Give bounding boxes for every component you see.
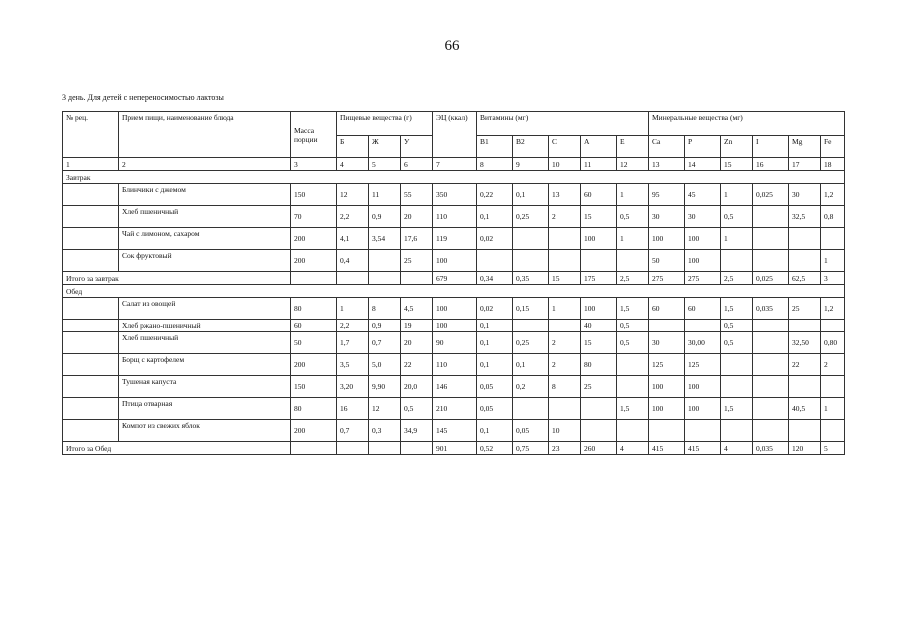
- dish-name: Хлеб пшеничный: [119, 332, 291, 354]
- column-number: 11: [581, 158, 617, 171]
- value-cell: 34,9: [401, 420, 433, 442]
- value-cell: [581, 398, 617, 420]
- value-cell: 22: [401, 354, 433, 376]
- column-number: 9: [513, 158, 549, 171]
- value-cell: 0,1: [477, 420, 513, 442]
- column-number: 16: [753, 158, 789, 171]
- total-value-cell: 4: [721, 442, 753, 455]
- value-cell: [753, 206, 789, 228]
- total-value-cell: 901: [433, 442, 477, 455]
- value-cell: 200: [291, 420, 337, 442]
- dish-name: Борщ с картофелем: [119, 354, 291, 376]
- value-cell: [617, 250, 649, 272]
- value-cell: 1: [617, 228, 649, 250]
- header-vitamins: Витамины (мг): [477, 112, 649, 136]
- column-number: 3: [291, 158, 337, 171]
- total-value-cell: [291, 442, 337, 455]
- column-number: 15: [721, 158, 753, 171]
- value-cell: 12: [337, 184, 369, 206]
- table-row: [63, 228, 845, 250]
- column-number: 13: [649, 158, 685, 171]
- value-cell: 4,1: [337, 228, 369, 250]
- value-cell: 50: [649, 250, 685, 272]
- header-a: A: [581, 136, 617, 158]
- value-cell: 150: [291, 184, 337, 206]
- column-number: 7: [433, 158, 477, 171]
- total-value-cell: 0,34: [477, 272, 513, 285]
- value-cell: 0,025: [753, 184, 789, 206]
- total-value-cell: [401, 272, 433, 285]
- header-zn: Zn: [721, 136, 753, 158]
- value-cell: 60: [685, 298, 721, 320]
- value-cell: 1,7: [337, 332, 369, 354]
- value-cell: 1,5: [617, 298, 649, 320]
- value-cell: 0,035: [753, 298, 789, 320]
- column-number: 4: [337, 158, 369, 171]
- value-cell: [789, 250, 821, 272]
- section-title: Завтрак: [63, 171, 845, 184]
- header-mg: Mg: [789, 136, 821, 158]
- value-cell: 110: [433, 206, 477, 228]
- column-number: 14: [685, 158, 721, 171]
- table-row: [63, 332, 845, 354]
- value-cell: [649, 420, 685, 442]
- value-cell: 100: [685, 250, 721, 272]
- recipe-number-cell: [63, 376, 119, 398]
- value-cell: [721, 420, 753, 442]
- dish-name: Тушеная капуста: [119, 376, 291, 398]
- total-value-cell: 260: [581, 442, 617, 455]
- value-cell: 0,02: [477, 228, 513, 250]
- value-cell: 0,25: [513, 332, 549, 354]
- total-row: [63, 272, 845, 285]
- total-value-cell: 62,5: [789, 272, 821, 285]
- value-cell: [821, 420, 845, 442]
- value-cell: 1: [617, 184, 649, 206]
- total-value-cell: 120: [789, 442, 821, 455]
- total-value-cell: 0,025: [753, 272, 789, 285]
- header-meal-name: Прием пищи, наименование блюда: [119, 112, 291, 158]
- value-cell: 1: [549, 298, 581, 320]
- value-cell: 1,5: [721, 398, 753, 420]
- table-row: [63, 320, 845, 332]
- value-cell: 4,5: [401, 298, 433, 320]
- column-number: 5: [369, 158, 401, 171]
- value-cell: 0,5: [401, 398, 433, 420]
- recipe-number-cell: [63, 184, 119, 206]
- value-cell: 100: [433, 320, 477, 332]
- value-cell: 30: [685, 206, 721, 228]
- total-value-cell: [291, 272, 337, 285]
- value-cell: [753, 228, 789, 250]
- column-number: 6: [401, 158, 433, 171]
- value-cell: 1: [821, 250, 845, 272]
- value-cell: 145: [433, 420, 477, 442]
- value-cell: 0,15: [513, 298, 549, 320]
- value-cell: [581, 250, 617, 272]
- total-value-cell: 0,35: [513, 272, 549, 285]
- value-cell: 20: [401, 332, 433, 354]
- value-cell: 125: [685, 354, 721, 376]
- total-label: Итого за завтрак: [63, 272, 291, 285]
- total-label: Итого за Обед: [63, 442, 291, 455]
- value-cell: [549, 228, 581, 250]
- value-cell: [753, 250, 789, 272]
- total-value-cell: 0,52: [477, 442, 513, 455]
- value-cell: 100: [685, 376, 721, 398]
- value-cell: 100: [649, 228, 685, 250]
- value-cell: 100: [649, 398, 685, 420]
- value-cell: 20: [401, 206, 433, 228]
- value-cell: 8: [549, 376, 581, 398]
- value-cell: 110: [433, 354, 477, 376]
- value-cell: [649, 320, 685, 332]
- value-cell: [513, 320, 549, 332]
- total-value-cell: 0,75: [513, 442, 549, 455]
- recipe-number-cell: [63, 332, 119, 354]
- table-row: [63, 250, 845, 272]
- value-cell: [617, 376, 649, 398]
- dish-name: Хлеб пшеничный: [119, 206, 291, 228]
- value-cell: [721, 250, 753, 272]
- value-cell: 0,1: [513, 184, 549, 206]
- header-carbs: У: [401, 136, 433, 158]
- value-cell: [789, 320, 821, 332]
- value-cell: 30: [789, 184, 821, 206]
- section-title-row: [63, 285, 845, 298]
- recipe-number-cell: [63, 420, 119, 442]
- value-cell: 0,1: [513, 354, 549, 376]
- value-cell: 17,6: [401, 228, 433, 250]
- value-cell: 11: [369, 184, 401, 206]
- value-cell: [477, 250, 513, 272]
- total-value-cell: 0,035: [753, 442, 789, 455]
- value-cell: 100: [685, 228, 721, 250]
- recipe-number-cell: [63, 398, 119, 420]
- value-cell: 25: [581, 376, 617, 398]
- dish-name: Хлеб ржано-пшеничный: [119, 320, 291, 332]
- value-cell: 3,20: [337, 376, 369, 398]
- value-cell: 80: [291, 398, 337, 420]
- value-cell: 60: [649, 298, 685, 320]
- value-cell: 70: [291, 206, 337, 228]
- value-cell: 32,50: [789, 332, 821, 354]
- value-cell: [685, 320, 721, 332]
- column-number: 18: [821, 158, 845, 171]
- value-cell: 0,05: [513, 420, 549, 442]
- value-cell: [753, 332, 789, 354]
- table-caption: 3 день. Для детей с непереносимостью лактозы: [62, 93, 224, 102]
- value-cell: 210: [433, 398, 477, 420]
- value-cell: 60: [581, 184, 617, 206]
- value-cell: 200: [291, 250, 337, 272]
- value-cell: [789, 420, 821, 442]
- nutrition-table: [62, 111, 845, 455]
- header-recipe-number: № рец.: [63, 112, 119, 158]
- recipe-number-cell: [63, 206, 119, 228]
- value-cell: [753, 320, 789, 332]
- breakfast-section: [63, 171, 845, 285]
- value-cell: 60: [291, 320, 337, 332]
- value-cell: 30: [649, 206, 685, 228]
- total-value-cell: [337, 442, 369, 455]
- value-cell: [789, 228, 821, 250]
- value-cell: [513, 398, 549, 420]
- total-value-cell: [369, 272, 401, 285]
- value-cell: 1: [721, 228, 753, 250]
- value-cell: [549, 250, 581, 272]
- total-value-cell: 23: [549, 442, 581, 455]
- value-cell: 100: [685, 398, 721, 420]
- value-cell: 1,5: [617, 398, 649, 420]
- value-cell: 0,5: [617, 206, 649, 228]
- value-cell: 119: [433, 228, 477, 250]
- value-cell: 0,05: [477, 398, 513, 420]
- header-fat: Ж: [369, 136, 401, 158]
- value-cell: [617, 354, 649, 376]
- value-cell: [753, 398, 789, 420]
- value-cell: 80: [291, 298, 337, 320]
- total-value-cell: 679: [433, 272, 477, 285]
- table-row: [63, 376, 845, 398]
- value-cell: 50: [291, 332, 337, 354]
- value-cell: 1,2: [821, 184, 845, 206]
- value-cell: 0,1: [477, 354, 513, 376]
- total-value-cell: 5: [821, 442, 845, 455]
- dish-name: Сок фруктовый: [119, 250, 291, 272]
- value-cell: 1,2: [821, 298, 845, 320]
- value-cell: 15: [581, 206, 617, 228]
- value-cell: 0,1: [477, 332, 513, 354]
- header-portion-mass: Масса порции: [291, 112, 337, 158]
- header-energy: ЭЦ (ккал): [433, 112, 477, 158]
- lunch-section: [63, 285, 845, 455]
- header-i: I: [753, 136, 789, 158]
- section-title: Обед: [63, 285, 845, 298]
- value-cell: 2,2: [337, 320, 369, 332]
- value-cell: 200: [291, 228, 337, 250]
- table-row: [63, 206, 845, 228]
- value-cell: 1: [337, 298, 369, 320]
- value-cell: 100: [433, 250, 477, 272]
- value-cell: 5,0: [369, 354, 401, 376]
- value-cell: 2: [549, 354, 581, 376]
- value-cell: 10: [549, 420, 581, 442]
- total-value-cell: 275: [649, 272, 685, 285]
- value-cell: 2: [549, 332, 581, 354]
- column-number-row: [63, 158, 845, 171]
- value-cell: 30: [649, 332, 685, 354]
- value-cell: 0,5: [721, 332, 753, 354]
- value-cell: 16: [337, 398, 369, 420]
- table-row: [63, 298, 845, 320]
- column-number: 8: [477, 158, 513, 171]
- value-cell: 350: [433, 184, 477, 206]
- value-cell: [685, 420, 721, 442]
- value-cell: 32,5: [789, 206, 821, 228]
- header-b1: B1: [477, 136, 513, 158]
- value-cell: 15: [581, 332, 617, 354]
- value-cell: [549, 320, 581, 332]
- value-cell: 100: [433, 298, 477, 320]
- total-value-cell: [337, 272, 369, 285]
- value-cell: 146: [433, 376, 477, 398]
- header-ca: Ca: [649, 136, 685, 158]
- dish-name: Птица отварная: [119, 398, 291, 420]
- value-cell: 0,1: [477, 320, 513, 332]
- value-cell: 0,5: [721, 320, 753, 332]
- total-value-cell: 415: [685, 442, 721, 455]
- value-cell: [821, 320, 845, 332]
- header-row-1: [63, 112, 845, 136]
- column-number: 2: [119, 158, 291, 171]
- value-cell: 25: [789, 298, 821, 320]
- value-cell: 1: [721, 184, 753, 206]
- total-value-cell: 4: [617, 442, 649, 455]
- dish-name: Компот из свежих яблок: [119, 420, 291, 442]
- total-value-cell: [369, 442, 401, 455]
- total-value-cell: 2,5: [721, 272, 753, 285]
- column-number: 10: [549, 158, 581, 171]
- dish-name: Чай с лимоном, сахаром: [119, 228, 291, 250]
- value-cell: 0,8: [821, 206, 845, 228]
- value-cell: 8: [369, 298, 401, 320]
- recipe-number-cell: [63, 298, 119, 320]
- total-value-cell: 15: [549, 272, 581, 285]
- table-row: [63, 398, 845, 420]
- header-fe: Fe: [821, 136, 845, 158]
- value-cell: 0,02: [477, 298, 513, 320]
- total-value-cell: 175: [581, 272, 617, 285]
- value-cell: 3,54: [369, 228, 401, 250]
- value-cell: [821, 376, 845, 398]
- total-value-cell: 2,5: [617, 272, 649, 285]
- value-cell: [513, 228, 549, 250]
- value-cell: 0,80: [821, 332, 845, 354]
- value-cell: [821, 228, 845, 250]
- value-cell: 20,0: [401, 376, 433, 398]
- header-e: E: [617, 136, 649, 158]
- recipe-number-cell: [63, 250, 119, 272]
- value-cell: [721, 354, 753, 376]
- value-cell: 0,9: [369, 320, 401, 332]
- section-title-row: [63, 171, 845, 184]
- table-row: [63, 184, 845, 206]
- total-value-cell: 415: [649, 442, 685, 455]
- value-cell: 0,22: [477, 184, 513, 206]
- header-p: P: [685, 136, 721, 158]
- dish-name: Блинчики с джемом: [119, 184, 291, 206]
- value-cell: [513, 250, 549, 272]
- value-cell: 0,5: [617, 320, 649, 332]
- value-cell: 40: [581, 320, 617, 332]
- header-c: C: [549, 136, 581, 158]
- value-cell: [549, 398, 581, 420]
- value-cell: 0,5: [617, 332, 649, 354]
- column-number: 1: [63, 158, 119, 171]
- value-cell: 150: [291, 376, 337, 398]
- value-cell: 0,9: [369, 206, 401, 228]
- value-cell: 45: [685, 184, 721, 206]
- value-cell: 0,5: [721, 206, 753, 228]
- value-cell: 80: [581, 354, 617, 376]
- value-cell: 40,5: [789, 398, 821, 420]
- value-cell: 0,25: [513, 206, 549, 228]
- value-cell: 90: [433, 332, 477, 354]
- value-cell: 200: [291, 354, 337, 376]
- value-cell: 13: [549, 184, 581, 206]
- value-cell: 1: [821, 398, 845, 420]
- value-cell: 125: [649, 354, 685, 376]
- value-cell: 100: [581, 228, 617, 250]
- total-value-cell: 275: [685, 272, 721, 285]
- table-row: [63, 420, 845, 442]
- header-nutrients: Пищевые вещества (г): [337, 112, 433, 136]
- value-cell: [721, 376, 753, 398]
- value-cell: [753, 376, 789, 398]
- value-cell: [753, 354, 789, 376]
- value-cell: [369, 250, 401, 272]
- value-cell: 100: [649, 376, 685, 398]
- column-number: 12: [617, 158, 649, 171]
- total-value-cell: 3: [821, 272, 845, 285]
- value-cell: 95: [649, 184, 685, 206]
- value-cell: 0,7: [369, 332, 401, 354]
- value-cell: 1,5: [721, 298, 753, 320]
- total-row: [63, 442, 845, 455]
- value-cell: 0,2: [513, 376, 549, 398]
- total-value-cell: [401, 442, 433, 455]
- value-cell: [617, 420, 649, 442]
- value-cell: 2,2: [337, 206, 369, 228]
- recipe-number-cell: [63, 320, 119, 332]
- value-cell: 55: [401, 184, 433, 206]
- value-cell: 22: [789, 354, 821, 376]
- value-cell: 2: [549, 206, 581, 228]
- column-number: 17: [789, 158, 821, 171]
- value-cell: 30,00: [685, 332, 721, 354]
- dish-name: Салат из овощей: [119, 298, 291, 320]
- value-cell: [581, 420, 617, 442]
- header-b2: B2: [513, 136, 549, 158]
- value-cell: [753, 420, 789, 442]
- value-cell: 3,5: [337, 354, 369, 376]
- value-cell: 0,05: [477, 376, 513, 398]
- value-cell: 9,90: [369, 376, 401, 398]
- header-protein: Б: [337, 136, 369, 158]
- recipe-number-cell: [63, 354, 119, 376]
- value-cell: [789, 376, 821, 398]
- table-row: [63, 354, 845, 376]
- value-cell: 25: [401, 250, 433, 272]
- value-cell: 0,1: [477, 206, 513, 228]
- recipe-number-cell: [63, 228, 119, 250]
- value-cell: 12: [369, 398, 401, 420]
- value-cell: 2: [821, 354, 845, 376]
- value-cell: 100: [581, 298, 617, 320]
- value-cell: 0,3: [369, 420, 401, 442]
- value-cell: 0,4: [337, 250, 369, 272]
- value-cell: 19: [401, 320, 433, 332]
- value-cell: 0,7: [337, 420, 369, 442]
- page-number: 66: [444, 38, 460, 54]
- header-minerals: Минеральные вещества (мг): [649, 112, 845, 136]
